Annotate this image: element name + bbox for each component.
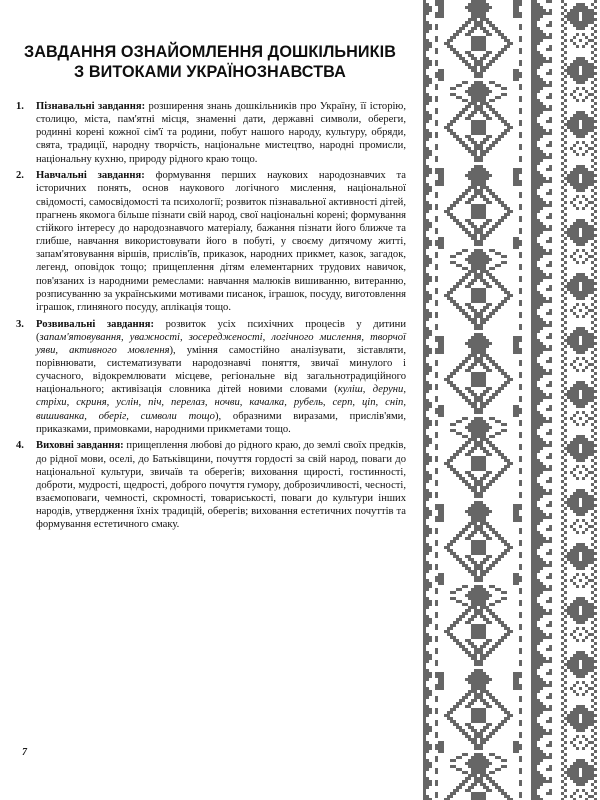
ukrainian-embroidery-border xyxy=(420,0,600,800)
list-item-heading: Пізнавальні завдання: xyxy=(36,101,146,112)
page-title-line-2: З ВИТОКАМИ УКРАЇНОЗНАВСТВА xyxy=(74,63,346,81)
list-item xyxy=(16,439,406,531)
list-item-number: 2. xyxy=(16,170,24,182)
list-item-number: 1. xyxy=(16,101,24,112)
list-item xyxy=(16,318,406,436)
list-item-heading: Виховні завдання: xyxy=(36,440,124,452)
list-item-body: прищеплення любові до рідного краю, до землі своїх предків, до рідної мови, оселі, до Батьківщини, почуття гордості за свій народ, поваги до національної культури, звичаїв та оберегів; виховання щирості, гостинності, доброти, мудрості, щедрості, доброго почуття гумору, доброзичливості, чесності, взаємоповаги, чемності, скромності, товариськості, поваги до культури інших народів, утвердження їхніх традицій, оберегів; виховання естетичних почуттів та формування естетичного смаку. xyxy=(36,440,406,531)
list-item-heading: Навчальні завдання: xyxy=(36,170,145,182)
page-title-line-1: ЗАВДАННЯ ОЗНАЙОМЛЕННЯ ДОШКІЛЬНИКІВ xyxy=(23,43,397,61)
list-item-number: 4. xyxy=(16,440,24,452)
list-item-number: 3. xyxy=(16,318,24,330)
list-item-body: формування перших наукових народознавчих та історичних понять, основ наукового логічного мислення, національної свідомості, самосвідомості та психології; розвиток пізнавальної активності дітей, прагнень якомога більше пізнати свій народ, свої національні корені; формування стійкого інтересу до народознавчого матеріалу, бажання пізнати його ближче та глибше, навчання використовувати його в побуті, у своєму дитячому житті, запам'ятовування віршів, прислів'їв, приказок, народних прикмет, казок, загадок, легенд, оповідок тощо; прищеплення дітям елементарних трудових навичок, пов'язаних із народними ремеслами: навчання малюків вишиванню, витеранню, розписуванню за українськими мотивами писанок, іграшок, посуду, виготовлення іграшок, глиняного посуду, аплікація тощо. xyxy=(36,170,406,313)
task-list xyxy=(16,100,406,532)
list-item-heading: Розвивальні завдання: xyxy=(36,318,155,330)
list-item xyxy=(16,100,406,166)
page-number: 7 xyxy=(22,747,27,758)
list-item xyxy=(16,169,406,314)
list-item-body: розвиток усіх психічних процесів у дитини (запам'ятовування, уважності, зосередженості, логічного мислення, творчої уяви, активного мовлення), уміння самостійно аналізувати, зіставляти, порівнювати, систематизувати народознавчі поняття, звичаї минулого і сучасного, відокремлювати місцеве, регіональне від загальнотрадиційного національного; активізація словника дітей новими словами (куліш, деруни, стріхи, скриня, услін, піч, перелаз, ночви, качалка, рубель, серп, ціп, сніп, вишиванка, оберіг, символи тощо), образними виразами, прислів'ями, приказками, примовками, народними прикметами тощо. xyxy=(36,318,407,435)
page-title xyxy=(22,42,398,82)
embroidery-pattern-canvas xyxy=(420,0,600,800)
list-item-body: розширення знань дошкільників про Україну, її історію, столицю, міста, пам'ятні місця, знаменні дати, державні символи, обереги, родинні корені кожної сім'ї та родини, побут нашого народу, культуру, обряди, свята, традиції, народну творчість, національне мистецтво, народні промисли, національну кухню, природу рідного краю тощо. xyxy=(36,101,406,165)
